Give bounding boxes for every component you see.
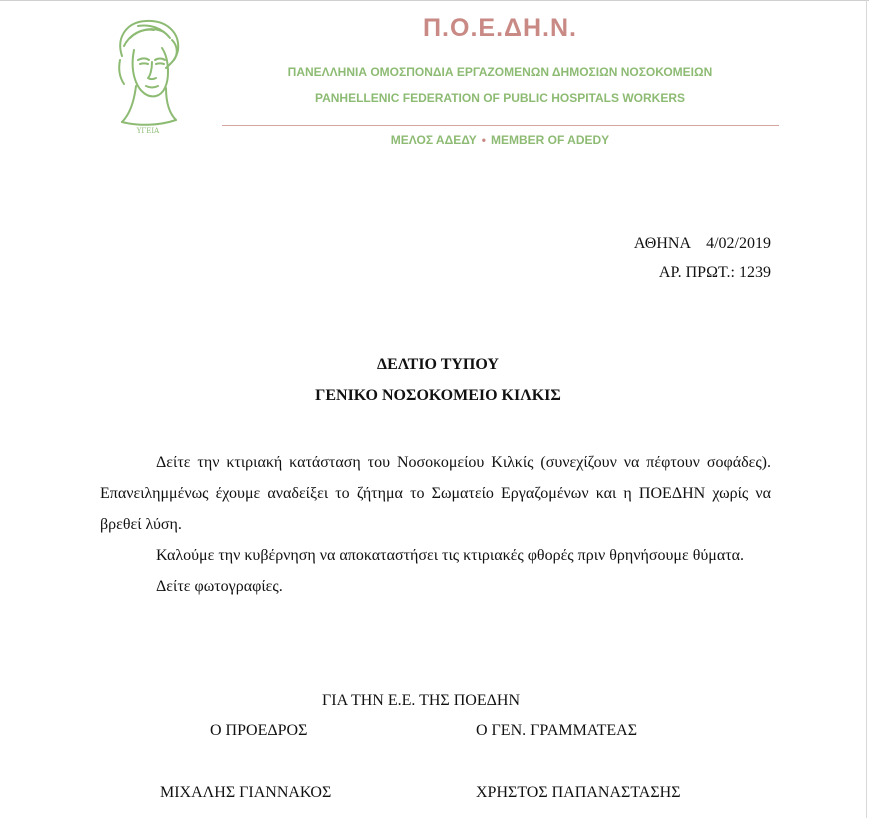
body-paragraph: Δείτε φωτογραφίες. [156,578,283,595]
membership-line [222,133,778,147]
organization-name-greek: ΠΑΝΕΛΛΗΝΙΑ ΟΜΟΣΠΟΝΔΙΑ ΕΡΓΑΖΟΜΕΝΩΝ ΔΗΜΟΣΙΩΝ ΝΟΣΟΚΟΜΕΙΩΝ [287,65,713,79]
classical-head-logo-icon [108,16,188,136]
page-top-border [0,0,869,1]
svg-text:ΥΓΕΙΑ: ΥΓΕΙΑ [136,127,160,135]
signature-left-role: Ο ΠΡΟΕΔΡΟΣ [210,722,308,739]
signature-right-role: Ο ΓΕΝ. ΓΡΑΜΜΑΤΕΑΣ [476,722,638,739]
letterhead-divider [222,125,779,126]
member-greek: ΜΕΛΟΣ ΑΔΕΔΥ [390,133,477,147]
body-paragraph: Δείτε την κτιριακή κατάσταση του Νοσοκομείου Κιλκίς (συνεχίζουν να πέφτουν σοφάδες). Επανειλημμένως έχουμε αναδείξει το ζήτημα το Σωματείο Εργαζομένων και η ΠΟΕΔΗΝ χωρίς να βρεθεί λύση. [100,454,771,533]
signature-heading: ΓΙΑ ΤΗΝ Ε.Ε. ΤΗΣ ΠΟΕΔΗΝ [322,692,521,709]
city: ΑΘΗΝΑ [633,235,691,252]
protocol-line [659,264,771,282]
member-separator: • [481,133,486,147]
signature-right-name: ΧΡΗΣΤΟΣ ΠΑΠΑΝΑΣΤΑΣΗΣ [476,784,681,801]
document-body [100,447,771,602]
logo-caption [136,127,160,135]
organization-acronym: Π.Ο.Ε.ΔΗ.Ν. [423,14,577,42]
protocol-number: 1239 [739,264,771,281]
document-title: ΔΕΛΤΙΟ ΤΥΠΟΥ [377,356,499,373]
member-english: MEMBER OF ADEDY [490,133,610,147]
document-subtitle: ΓΕΝΙΚΟ ΝΟΣΟΚΟΜΕΙΟ ΚΙΛΚΙΣ [315,387,561,404]
date: 4/02/2019 [706,235,771,252]
body-paragraph: Καλούμε την κυβέρνηση να αποκαταστήσει τις κτιριακές φθορές πριν θρηνήσουμε θύματα. [156,547,745,564]
page-right-border [866,0,867,818]
date-line [634,235,771,253]
signature-left-name: ΜΙΧΑΛΗΣ ΓΙΑΝΝΑΚΟΣ [160,784,332,801]
protocol-label: ΑΡ. ΠΡΩΤ.: [658,264,735,281]
organization-name-english: PANHELLENIC FEDERATION OF PUBLIC HOSPITALS WORKERS [314,91,685,105]
